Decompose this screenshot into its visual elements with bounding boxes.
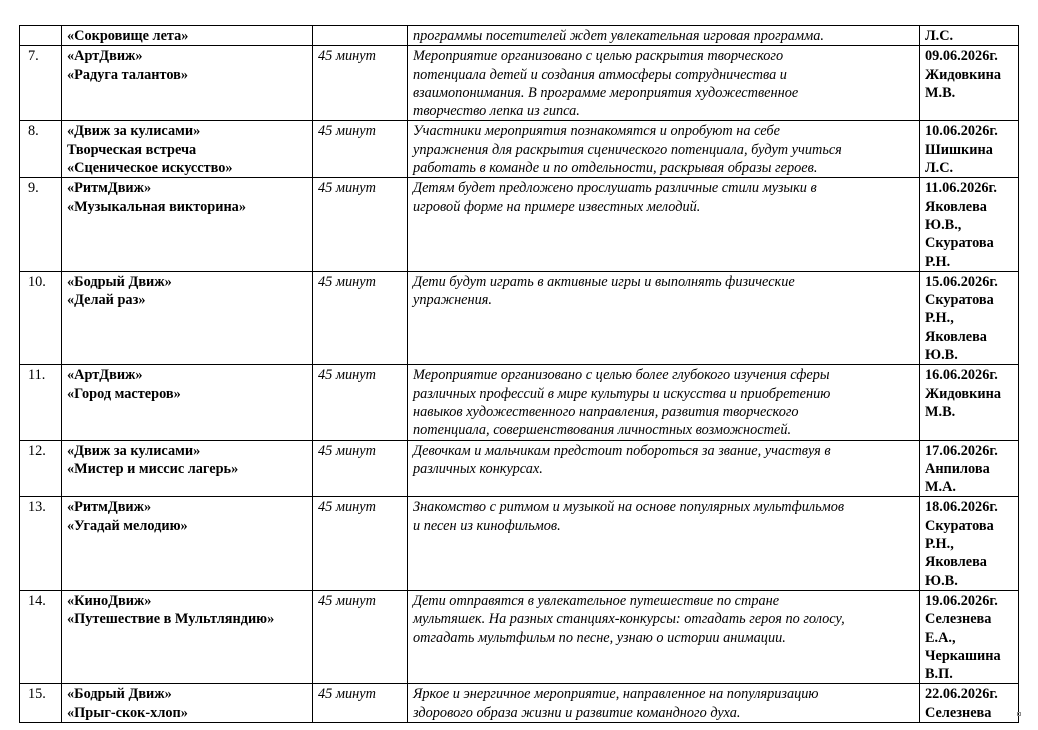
event-name-line: «Путешествие в Мультляндию» bbox=[67, 611, 275, 628]
row-number: 15. bbox=[20, 684, 62, 723]
event-description-line: отгадать мультфильм по песне, узнаю о истории анимации. bbox=[413, 629, 786, 646]
events-table-body bbox=[20, 26, 1019, 723]
event-name-line: «Сокровище лета» bbox=[67, 28, 189, 44]
event-description-line: Мероприятие организовано с целью более глубокого изучения сферы bbox=[413, 367, 830, 384]
event-date-responsible-line: Яковлева bbox=[925, 198, 987, 215]
event-date-responsible-line: Шишкина bbox=[925, 141, 993, 158]
event-description-line: Девочкам и мальчикам предстоит побороться за звание, участвуя в bbox=[413, 442, 831, 459]
event-description bbox=[408, 271, 920, 364]
table-row bbox=[20, 497, 1019, 590]
event-date-responsible-line: 15.06.2026г. bbox=[925, 273, 998, 290]
event-date-responsible bbox=[920, 46, 1019, 121]
event-date-responsible-line: Р.Н., bbox=[925, 310, 954, 327]
event-date-responsible bbox=[920, 121, 1019, 178]
event-name bbox=[62, 684, 313, 723]
event-name bbox=[62, 178, 313, 271]
event-date-responsible bbox=[920, 497, 1019, 590]
event-date-responsible-line: М.В. bbox=[925, 403, 956, 420]
event-description bbox=[408, 497, 920, 590]
event-description-line: Знакомство с ритмом и музыкой на основе популярных мультфильмов bbox=[413, 499, 845, 516]
event-description bbox=[408, 684, 920, 723]
row-number: 9. bbox=[20, 178, 62, 271]
event-date-responsible bbox=[920, 365, 1019, 440]
event-description-line: Детям будет предложено прослушать различные стили музыки в bbox=[413, 180, 817, 197]
event-date-responsible-line: 16.06.2026г. bbox=[925, 367, 998, 384]
event-name-line: «Движ за кулисами» bbox=[67, 123, 201, 140]
table-row bbox=[20, 590, 1019, 683]
event-name-line: «Радуга талантов» bbox=[67, 66, 188, 83]
event-date-responsible-line: Р.Н., bbox=[925, 536, 954, 553]
event-name-line: «Сценическое искусство» bbox=[67, 160, 233, 177]
event-name-line: «АртДвиж» bbox=[67, 48, 143, 65]
event-description-line: творчество лепка из гипса. bbox=[413, 103, 580, 120]
event-date-responsible-line: Яковлева bbox=[925, 328, 987, 345]
event-date-responsible-line: Анпилова bbox=[925, 460, 990, 477]
event-description bbox=[408, 26, 920, 46]
event-name-line: «Прыг-скок-хлоп» bbox=[67, 704, 188, 721]
event-name-line: «Движ за кулисами» bbox=[67, 442, 201, 459]
event-name bbox=[62, 365, 313, 440]
event-date-responsible-line: Селезнева bbox=[925, 704, 992, 721]
event-description-line: Мероприятие организовано с целью раскрытия творческого bbox=[413, 48, 784, 65]
table-row bbox=[20, 684, 1019, 723]
event-date-responsible-line: Ю.В. bbox=[925, 347, 958, 364]
event-date-responsible-line: Ю.В. bbox=[925, 572, 958, 589]
event-duration: 45 минут bbox=[313, 46, 408, 121]
event-description-line: здорового образа жизни и развитие командного духа. bbox=[413, 704, 741, 721]
event-description-line: потенциала детей и создания атмосферы сотрудничества и bbox=[413, 66, 787, 83]
row-number: 10. bbox=[20, 271, 62, 364]
event-description-line: программы посетителей ждет увлекательная игровая программа. bbox=[413, 28, 824, 44]
event-name bbox=[62, 46, 313, 121]
event-date-responsible-line: В.П. bbox=[925, 666, 953, 683]
table-row bbox=[20, 440, 1019, 497]
event-description-line: Участники мероприятия познакомятся и опробуют на себе bbox=[413, 123, 780, 140]
table-row bbox=[20, 121, 1019, 178]
event-duration: 45 минут bbox=[313, 178, 408, 271]
row-number: 12. bbox=[20, 440, 62, 497]
event-description bbox=[408, 440, 920, 497]
event-date-responsible-line: Л.С. bbox=[925, 160, 954, 177]
event-date-responsible-line: Скуратова bbox=[925, 517, 994, 534]
event-description bbox=[408, 590, 920, 683]
event-name-line: «РитмДвиж» bbox=[67, 499, 152, 516]
event-date-responsible-line: 10.06.2026г. bbox=[925, 123, 998, 140]
event-description-line: работать в команде и по отдельности, раскрывая образы героев. bbox=[413, 160, 818, 177]
event-date-responsible-line: Селезнева bbox=[925, 611, 992, 628]
event-description-line: Дети будут играть в активные игры и выполнять физические bbox=[413, 273, 795, 290]
event-name-line: «Делай раз» bbox=[67, 292, 146, 309]
row-number bbox=[20, 26, 62, 46]
event-description bbox=[408, 365, 920, 440]
event-name-line: «Угадай мелодию» bbox=[67, 517, 188, 534]
event-description-line: различных конкурсах. bbox=[413, 460, 543, 477]
event-name bbox=[62, 440, 313, 497]
event-duration: 45 минут bbox=[313, 590, 408, 683]
event-name-line: «Музыкальная викторина» bbox=[67, 198, 246, 215]
event-duration: 45 минут bbox=[313, 684, 408, 723]
event-date-responsible-line: Черкашина bbox=[925, 647, 1001, 664]
events-table bbox=[19, 25, 1019, 723]
event-description-line: взаимопонимания. В программе мероприятия художественное bbox=[413, 84, 799, 101]
table-row bbox=[20, 271, 1019, 364]
event-description-line: Дети отправятся в увлекательное путешествие по стране bbox=[413, 592, 780, 609]
table-end-marker bbox=[1017, 712, 1021, 716]
event-date-responsible bbox=[920, 178, 1019, 271]
row-number: 8. bbox=[20, 121, 62, 178]
event-description-line: игровой форме на примере известных мелодий. bbox=[413, 198, 701, 215]
event-duration: 45 минут bbox=[313, 271, 408, 364]
event-name bbox=[62, 26, 313, 46]
event-name bbox=[62, 121, 313, 178]
event-date-responsible-line: Р.Н. bbox=[925, 253, 951, 270]
row-number: 7. bbox=[20, 46, 62, 121]
event-date-responsible-line: Скуратова bbox=[925, 292, 994, 309]
event-date-responsible-line: Л.С. bbox=[925, 28, 954, 44]
event-description-line: и песен из кинофильмов. bbox=[413, 517, 561, 534]
event-date-responsible-line: Ю.В., bbox=[925, 216, 962, 233]
event-duration: 45 минут bbox=[313, 121, 408, 178]
table-row bbox=[20, 178, 1019, 271]
event-date-responsible bbox=[920, 440, 1019, 497]
event-date-responsible bbox=[920, 271, 1019, 364]
event-name-line: «Бодрый Движ» bbox=[67, 686, 172, 703]
event-date-responsible-line: 19.06.2026г. bbox=[925, 592, 998, 609]
event-date-responsible-line: Скуратова bbox=[925, 235, 994, 252]
event-description bbox=[408, 46, 920, 121]
event-description-line: потенциала, совершенствования личностных возможностей. bbox=[413, 422, 792, 439]
event-date-responsible bbox=[920, 26, 1019, 46]
event-date-responsible-line: М.В. bbox=[925, 84, 956, 101]
event-description-line: Яркое и энергичное мероприятие, направленное на популяризацию bbox=[413, 686, 819, 703]
event-name-line: «Город мастеров» bbox=[67, 385, 181, 402]
event-name-line: «КиноДвиж» bbox=[67, 592, 152, 609]
event-name-line: Творческая встреча bbox=[67, 141, 197, 158]
event-description bbox=[408, 121, 920, 178]
event-duration: 45 минут bbox=[313, 497, 408, 590]
event-date-responsible-line: Жидовкина bbox=[925, 385, 1001, 402]
event-date-responsible-line: 22.06.2026г. bbox=[925, 686, 998, 703]
event-duration: 45 минут bbox=[313, 365, 408, 440]
event-name-line: «АртДвиж» bbox=[67, 367, 143, 384]
event-date-responsible-line: 17.06.2026г. bbox=[925, 442, 998, 459]
event-date-responsible-line: 09.06.2026г. bbox=[925, 48, 998, 65]
event-date-responsible-line: 11.06.2026г. bbox=[925, 180, 998, 197]
event-date-responsible-line: 18.06.2026г. bbox=[925, 499, 998, 516]
event-description-line: мультяшек. На разных станциях-конкурсы: отгадать героя по голосу, bbox=[413, 611, 845, 628]
table-row bbox=[20, 365, 1019, 440]
event-date-responsible bbox=[920, 590, 1019, 683]
event-description bbox=[408, 178, 920, 271]
row-number: 14. bbox=[20, 590, 62, 683]
event-name bbox=[62, 590, 313, 683]
table-row bbox=[20, 26, 1019, 46]
event-duration bbox=[313, 26, 408, 46]
event-date-responsible bbox=[920, 684, 1019, 723]
table-row bbox=[20, 46, 1019, 121]
event-name-line: «РитмДвиж» bbox=[67, 180, 152, 197]
event-name bbox=[62, 271, 313, 364]
event-date-responsible-line: Жидовкина bbox=[925, 66, 1001, 83]
event-description-line: упражнения. bbox=[413, 292, 492, 309]
event-date-responsible-line: Яковлева bbox=[925, 554, 987, 571]
event-date-responsible-line: М.А. bbox=[925, 479, 956, 496]
event-name bbox=[62, 497, 313, 590]
event-date-responsible-line: Е.А., bbox=[925, 629, 956, 646]
event-description-line: навыков художественного направления, развития творческого bbox=[413, 403, 799, 420]
row-number: 13. bbox=[20, 497, 62, 590]
row-number: 11. bbox=[20, 365, 62, 440]
event-name-line: «Мистер и миссис лагерь» bbox=[67, 460, 239, 477]
event-duration: 45 минут bbox=[313, 440, 408, 497]
event-name-line: «Бодрый Движ» bbox=[67, 273, 172, 290]
event-description-line: упражнения для раскрытия сценического потенциала, будут учиться bbox=[413, 141, 842, 158]
event-description-line: различных профессий в мире культуры и искусства и приобретению bbox=[413, 385, 831, 402]
